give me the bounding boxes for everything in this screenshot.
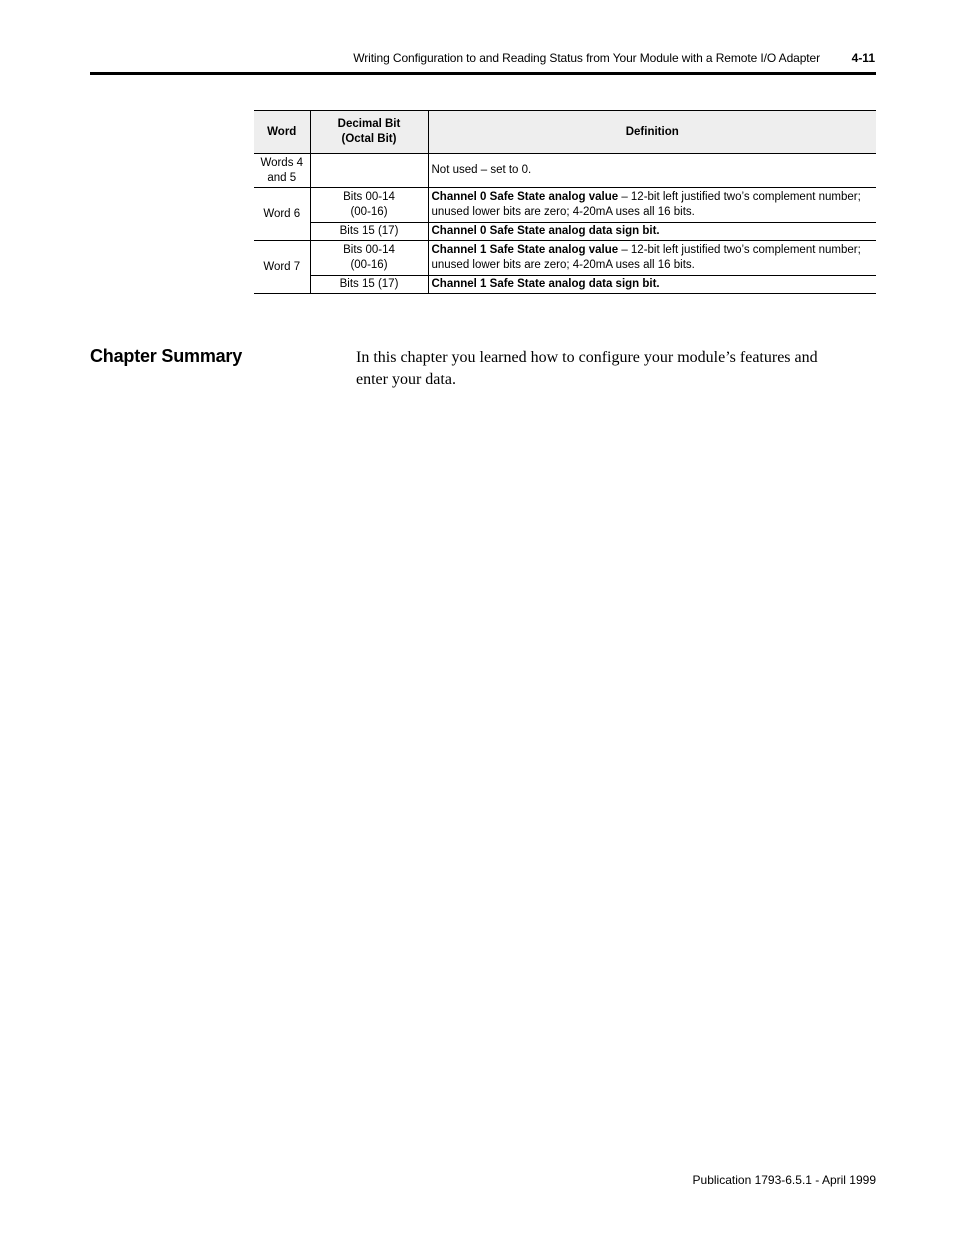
bit-definition-table	[254, 110, 876, 294]
running-header	[90, 49, 876, 69]
cell-definition: Channel 1 Safe State analog value – 12-bit left justified two’s complement number; unused lower bits are zero; 4-20mA uses all 16 bits.	[428, 241, 876, 276]
summary-paragraph: In this chapter you learned how to configure your module’s features and enter your data.	[356, 349, 818, 388]
column-header-definition: Definition	[428, 111, 876, 154]
publication-footer: Publication 1793-6.5.1 - April 1999	[692, 1173, 876, 1187]
cell-word: Word 7	[254, 241, 310, 294]
cell-bit: Bits 15 (17)	[310, 223, 428, 241]
cell-definition: Channel 1 Safe State analog data sign bit.	[428, 276, 876, 294]
table-row	[254, 154, 876, 188]
cell-word: Words 4 and 5	[254, 154, 310, 188]
cell-bit: Bits 00-14 (00-16)	[310, 188, 428, 223]
table-row	[254, 241, 876, 276]
running-title: Writing Configuration to and Reading Status from Your Module with a Remote I/O Adapter	[353, 51, 820, 65]
cell-bit: Bits 00-14 (00-16)	[310, 241, 428, 276]
cell-bit	[310, 154, 428, 188]
column-header-word: Word	[254, 111, 310, 154]
cell-definition: Not used – set to 0.	[428, 154, 876, 188]
cell-definition: Channel 0 Safe State analog value – 12-bit left justified two’s complement number; unused lower bits are zero; 4-20mA uses all 16 bits.	[428, 188, 876, 223]
section-heading: Chapter Summary	[90, 346, 243, 366]
cell-bit: Bits 15 (17)	[310, 276, 428, 294]
table-header-row	[254, 111, 876, 154]
table-row	[254, 223, 876, 241]
cell-word: Word 6	[254, 188, 310, 241]
column-header-bit: Decimal Bit (Octal Bit)	[310, 111, 428, 154]
header-rule	[90, 72, 876, 75]
page-number: 4-11	[851, 51, 875, 65]
cell-definition: Channel 0 Safe State analog data sign bit.	[428, 223, 876, 241]
table-row	[254, 188, 876, 223]
table-row	[254, 276, 876, 294]
